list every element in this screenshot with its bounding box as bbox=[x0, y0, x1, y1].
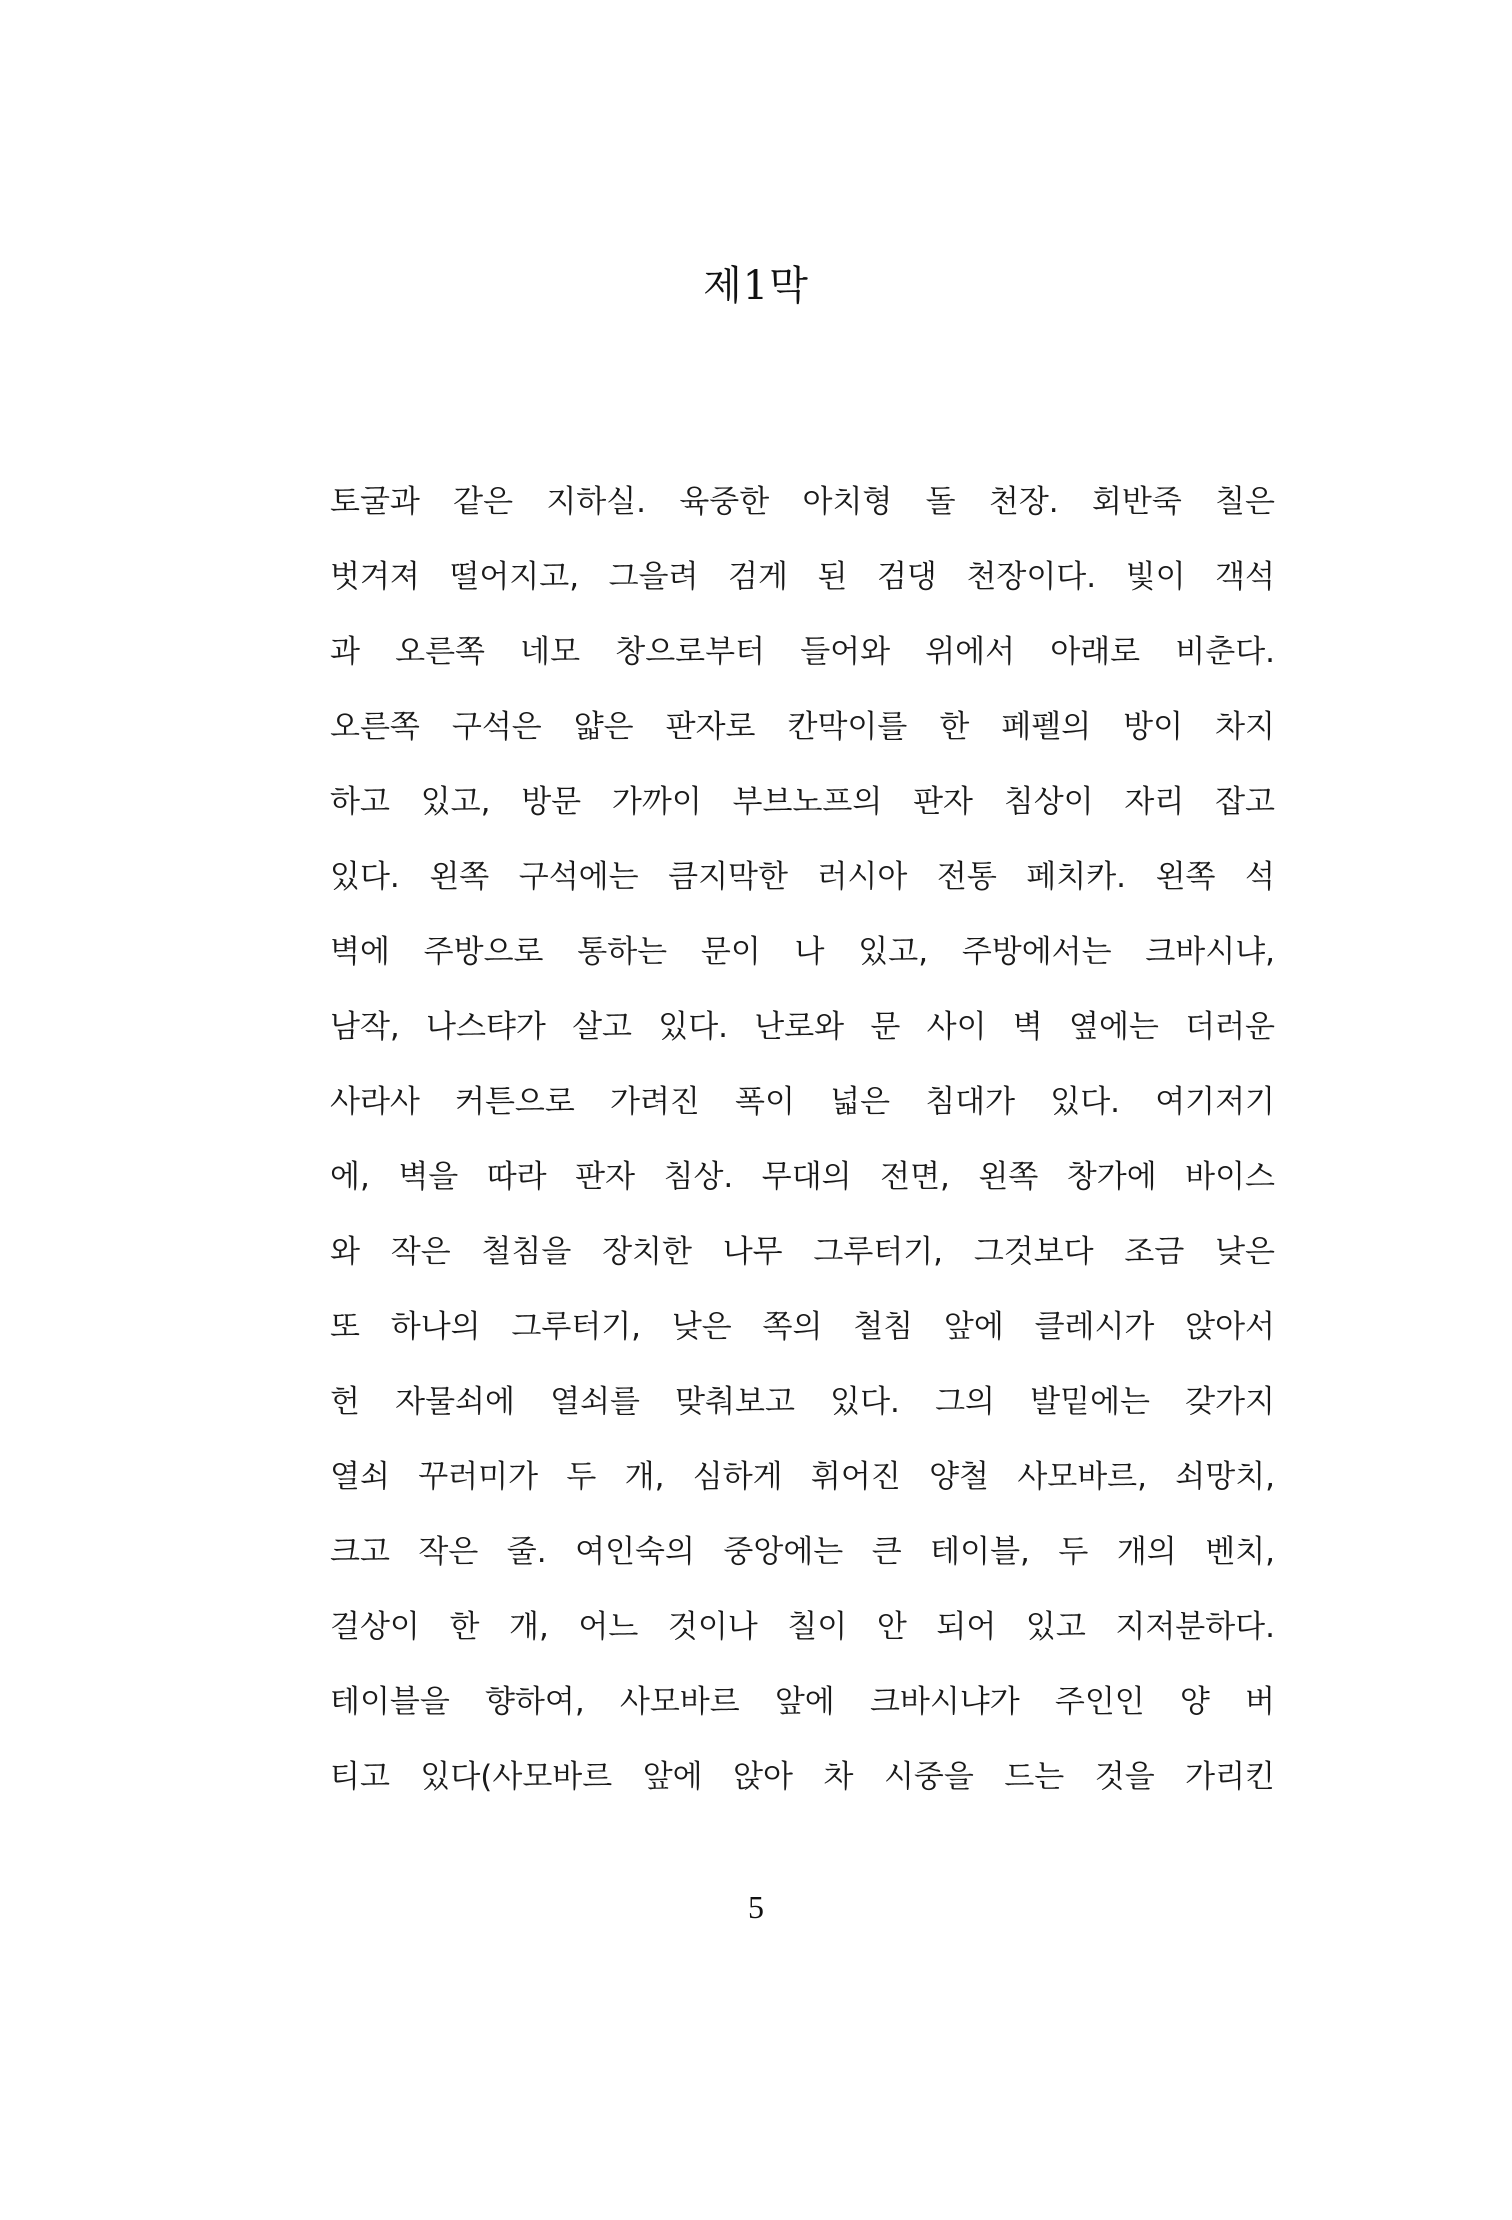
text-line: 열쇠 꾸러미가 두 개, 심하게 휘어진 양철 사모바르, 쇠망치, bbox=[330, 1459, 1275, 1495]
page-number: 5 bbox=[748, 1889, 764, 1925]
text-line: 티고 있다(사모바르 앞에 앉아 차 시중을 드는 것을 가리킨 bbox=[330, 1759, 1275, 1795]
body-paragraph bbox=[330, 465, 1275, 1815]
text-line: 벗겨져 떨어지고, 그을려 검게 된 검댕 천장이다. 빛이 객석 bbox=[330, 559, 1275, 595]
text-line: 테이블을 향하여, 사모바르 앞에 크바시냐가 주인인 양 버 bbox=[330, 1684, 1275, 1720]
text-line: 오른쪽 구석은 얇은 판자로 칸막이를 한 페펠의 방이 차지 bbox=[330, 709, 1275, 745]
text-line: 토굴과 같은 지하실. 육중한 아치형 돌 천장. 회반죽 칠은 bbox=[330, 484, 1275, 520]
text-line: 남작, 나스탸가 살고 있다. 난로와 문 사이 벽 옆에는 더러운 bbox=[330, 1009, 1275, 1045]
text-line: 에, 벽을 따라 판자 침상. 무대의 전면, 왼쪽 창가에 바이스 bbox=[330, 1159, 1275, 1195]
chapter-title: 제1막 bbox=[703, 263, 809, 309]
text-line: 또 하나의 그루터기, 낮은 쪽의 철침 앞에 클레시가 앉아서 bbox=[330, 1309, 1275, 1345]
text-line: 사라사 커튼으로 가려진 폭이 넓은 침대가 있다. 여기저기 bbox=[330, 1084, 1275, 1120]
text-line: 헌 자물쇠에 열쇠를 맞춰보고 있다. 그의 발밑에는 갖가지 bbox=[330, 1384, 1275, 1420]
text-line: 과 오른쪽 네모 창으로부터 들어와 위에서 아래로 비춘다. bbox=[330, 634, 1275, 670]
text-line: 크고 작은 줄. 여인숙의 중앙에는 큰 테이블, 두 개의 벤치, bbox=[330, 1534, 1275, 1570]
text-line: 와 작은 철침을 장치한 나무 그루터기, 그것보다 조금 낮은 bbox=[330, 1234, 1275, 1270]
text-line: 걸상이 한 개, 어느 것이나 칠이 안 되어 있고 지저분하다. bbox=[330, 1609, 1275, 1645]
text-line: 벽에 주방으로 통하는 문이 나 있고, 주방에서는 크바시냐, bbox=[330, 934, 1275, 970]
text-line: 있다. 왼쪽 구석에는 큼지막한 러시아 전통 페치카. 왼쪽 석 bbox=[330, 859, 1275, 895]
text-line: 하고 있고, 방문 가까이 부브노프의 판자 침상이 자리 잡고 bbox=[330, 784, 1275, 820]
